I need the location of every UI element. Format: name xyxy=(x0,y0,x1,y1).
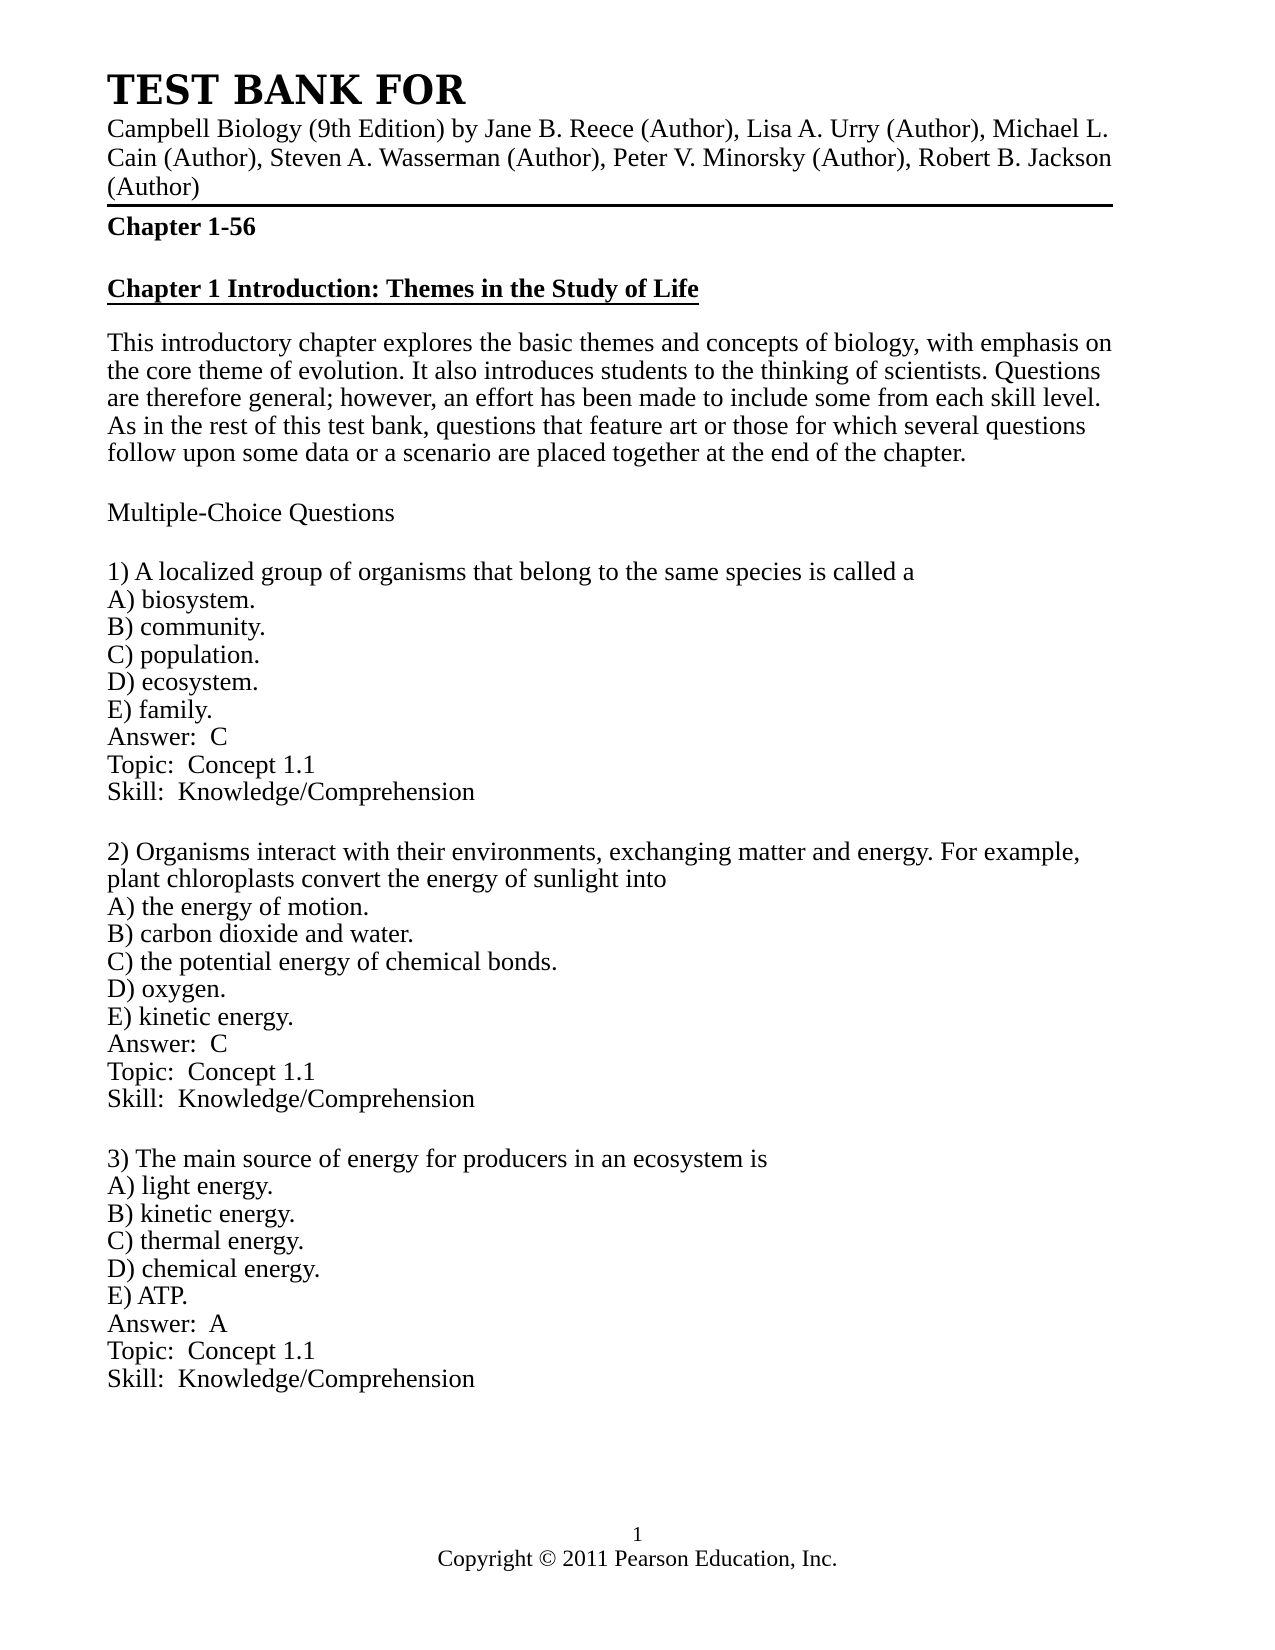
question-skill: Skill: Knowledge/Comprehension xyxy=(107,776,476,806)
question-choice: A) biosystem. xyxy=(107,583,256,614)
page-number: 1 xyxy=(632,1522,643,1546)
question-stem: 1) A localized group of organisms that belong to the same species is called a xyxy=(107,556,915,586)
question-stem: 2) Organisms interact with their environments, exchanging matter and energy. For example, plant chloroplasts convert the energy of sunlight into xyxy=(107,835,1087,893)
question-block xyxy=(107,558,1117,806)
chapter-heading-wrapper xyxy=(107,240,1117,305)
section-label-multiple-choice: Multiple-Choice Questions xyxy=(107,496,395,527)
question-choice: E) ATP. xyxy=(107,1280,188,1310)
question-answer: Answer: C xyxy=(107,721,228,751)
question-choice: C) population. xyxy=(107,638,261,669)
question-choice: C) the potential energy of chemical bonds. xyxy=(107,945,558,976)
question-skill: Skill: Knowledge/Comprehension xyxy=(107,1083,476,1113)
document-title: TEST BANK FOR xyxy=(107,67,466,114)
question-choice: B) kinetic energy. xyxy=(107,1197,296,1228)
question-topic: Topic: Concept 1.1 xyxy=(107,1335,316,1365)
chapter-heading: Chapter 1 Introduction: Themes in the Study of Life xyxy=(107,273,699,303)
question-answer: Answer: A xyxy=(107,1307,228,1338)
question-stem: 3) The main source of energy for producers in an ecosystem is xyxy=(107,1142,768,1173)
question-skill: Skill: Knowledge/Comprehension xyxy=(107,1362,476,1393)
question-topic: Topic: Concept 1.1 xyxy=(107,1055,316,1086)
copyright-notice: Copyright © 2011 Pearson Education, Inc. xyxy=(437,1546,838,1572)
question-choice: B) carbon dioxide and water. xyxy=(107,918,414,948)
question-choice: B) community. xyxy=(107,611,266,641)
masthead xyxy=(107,67,1117,241)
document-content xyxy=(107,67,1117,1393)
question-block xyxy=(107,835,1117,1113)
question-choice: C) thermal energy. xyxy=(107,1225,305,1255)
question-choice: E) kinetic energy. xyxy=(107,1000,294,1031)
page-footer xyxy=(0,1522,1275,1572)
question-choice: A) the energy of motion. xyxy=(107,890,370,921)
question-answer: Answer: C xyxy=(107,1028,228,1058)
intro-paragraph: This introductory chapter explores the basic themes and concepts of biology, with emphasis on the core theme of evolution. It also introduces students to the thinking of scientists. Questions are therefore general; however, an effort has been made to include some from each skill level. As in the rest of this test bank, questions that feature art or those for which several questions follow upon some data or a scenario are placed together at the end of the chapter. xyxy=(107,327,1113,467)
question-choice: D) ecosystem. xyxy=(107,666,259,696)
question-choice: D) oxygen. xyxy=(107,973,227,1003)
question-choice: A) light energy. xyxy=(107,1170,274,1200)
question-choice: D) chemical energy. xyxy=(107,1252,321,1283)
question-block xyxy=(107,1142,1117,1393)
chapter-range-label: Chapter 1-56 xyxy=(107,211,256,241)
question-topic: Topic: Concept 1.1 xyxy=(107,748,316,779)
document-subtitle: Campbell Biology (9th Edition) by Jane B. Reece (Author), Lisa A. Urry (Author), Michael L. Cain (Author), Steven A. Wasserman (Author), Peter V. Minorsky (Author), Robert B. Jackson (Author) xyxy=(107,114,1113,207)
question-choice: E) family. xyxy=(107,693,213,724)
